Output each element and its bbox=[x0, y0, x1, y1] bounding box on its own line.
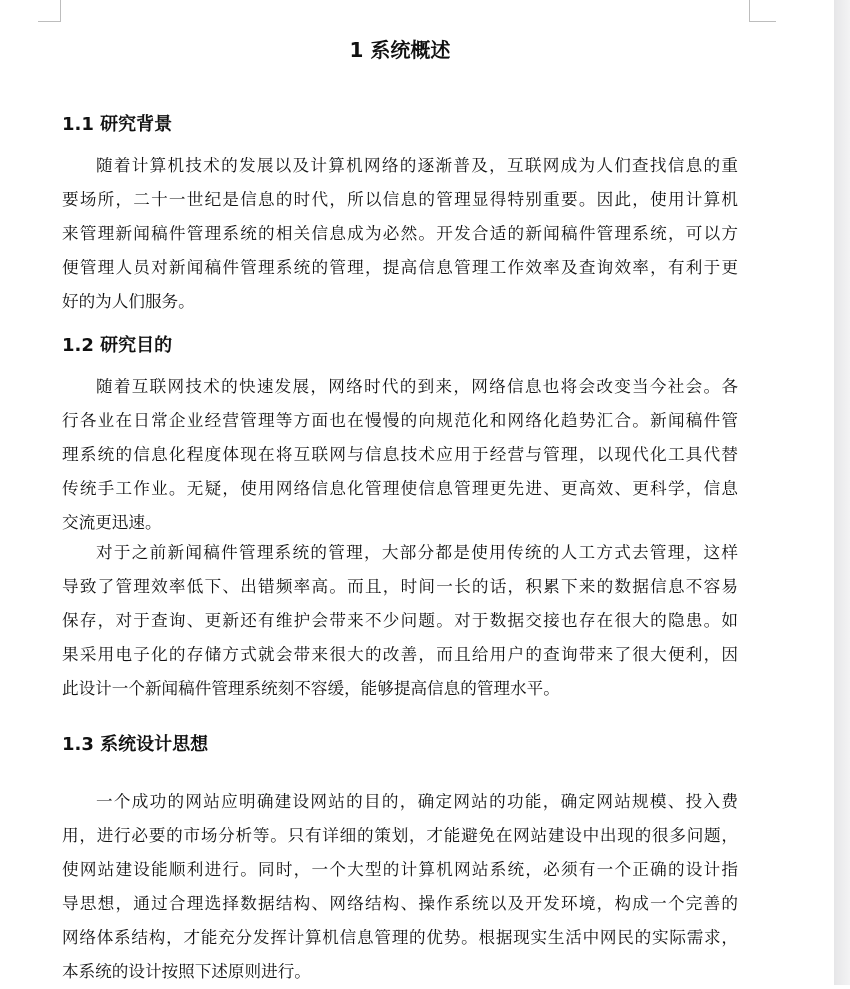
text-line: 好的为人们服务。 bbox=[62, 292, 195, 311]
text-line: 网络体系结构，才能充分发挥计算机信息管理的优势。根据现实生活中网民的实际需求， bbox=[62, 928, 738, 947]
margin-mark-left-v bbox=[60, 0, 61, 21]
text-line: 保存，对于查询、更新还有维护会带来不少问题。对于数据交接也存在很大的隐患。如 bbox=[62, 611, 738, 630]
paragraph-design bbox=[62, 785, 738, 989]
section-heading-1-2: 1.2 研究目的 bbox=[62, 335, 173, 356]
margin-mark-left-h bbox=[38, 21, 61, 22]
text-line: 导思想，通过合理选择数据结构、网络结构、操作系统以及开发环境，构成一个完善的 bbox=[62, 894, 738, 913]
text-line: 理系统的信息化程度体现在将互联网与信息技术应用于经营与管理，以现代化工具代替 bbox=[62, 445, 738, 464]
text-line: 随着互联网技术的快速发展，网络时代的到来，网络信息也将会改变当今社会。各 bbox=[96, 377, 738, 396]
margin-mark-right-h bbox=[749, 21, 776, 22]
paragraph-background bbox=[62, 149, 738, 319]
text-line: 果采用电子化的存储方式就会带来很大的改善，而且给用户的查询带来了很大便利，因 bbox=[62, 645, 738, 664]
margin-mark-right-v bbox=[749, 0, 750, 21]
text-line: 导致了管理效率低下、出错频率高。而且，时间一长的话，积累下来的数据信息不容易 bbox=[62, 577, 738, 596]
text-line: 随着计算机技术的发展以及计算机网络的逐渐普及，互联网成为人们查找信息的重 bbox=[96, 156, 738, 175]
text-line: 传统手工作业。无疑，使用网络信息化管理使信息管理更先进、更高效、更科学，信息 bbox=[62, 479, 738, 498]
section-heading-1-3: 1.3 系统设计思想 bbox=[62, 734, 209, 755]
text-line: 交流更迅速。 bbox=[62, 513, 162, 532]
text-line: 对于之前新闻稿件管理系统的管理，大部分都是使用传统的人工方式去管理，这样 bbox=[96, 543, 738, 562]
text-line: 本系统的设计按照下述原则进行。 bbox=[62, 962, 311, 981]
text-line: 使网站建设能顺利进行。同时，一个大型的计算机网站系统，必须有一个正确的设计指 bbox=[62, 860, 738, 879]
paragraph-purpose-1 bbox=[62, 370, 738, 540]
chapter-title: 1 系统概述 bbox=[349, 38, 451, 62]
text-line: 便管理人员对新闻稿件管理系统的管理，提高信息管理工作效率及查询效率，有利于更 bbox=[62, 258, 738, 277]
text-line: 来管理新闻稿件管理系统的相关信息成为必然。开发合适的新闻稿件管理系统，可以方 bbox=[62, 224, 738, 243]
text-line: 此设计一个新闻稿件管理系统刻不容缓，能够提高信息的管理水平。 bbox=[62, 679, 560, 698]
paragraph-purpose-2 bbox=[62, 536, 738, 706]
text-line: 用，进行必要的市场分析等。只有详细的策划，才能避免在网站建设中出现的很多问题， bbox=[62, 826, 738, 845]
text-line: 行各业在日常企业经营管理等方面也在慢慢的向规范化和网络化趋势汇合。新闻稿件管 bbox=[62, 411, 738, 430]
text-line: 要场所，二十一世纪是信息的时代，所以信息的管理显得特别重要。因此，使用计算机 bbox=[62, 190, 738, 209]
section-heading-1-1: 1.1 研究背景 bbox=[62, 114, 173, 135]
text-line: 一个成功的网站应明确建设网站的目的，确定网站的功能，确定网站规模、投入费 bbox=[96, 792, 738, 811]
scrollbar-track[interactable] bbox=[834, 0, 850, 985]
